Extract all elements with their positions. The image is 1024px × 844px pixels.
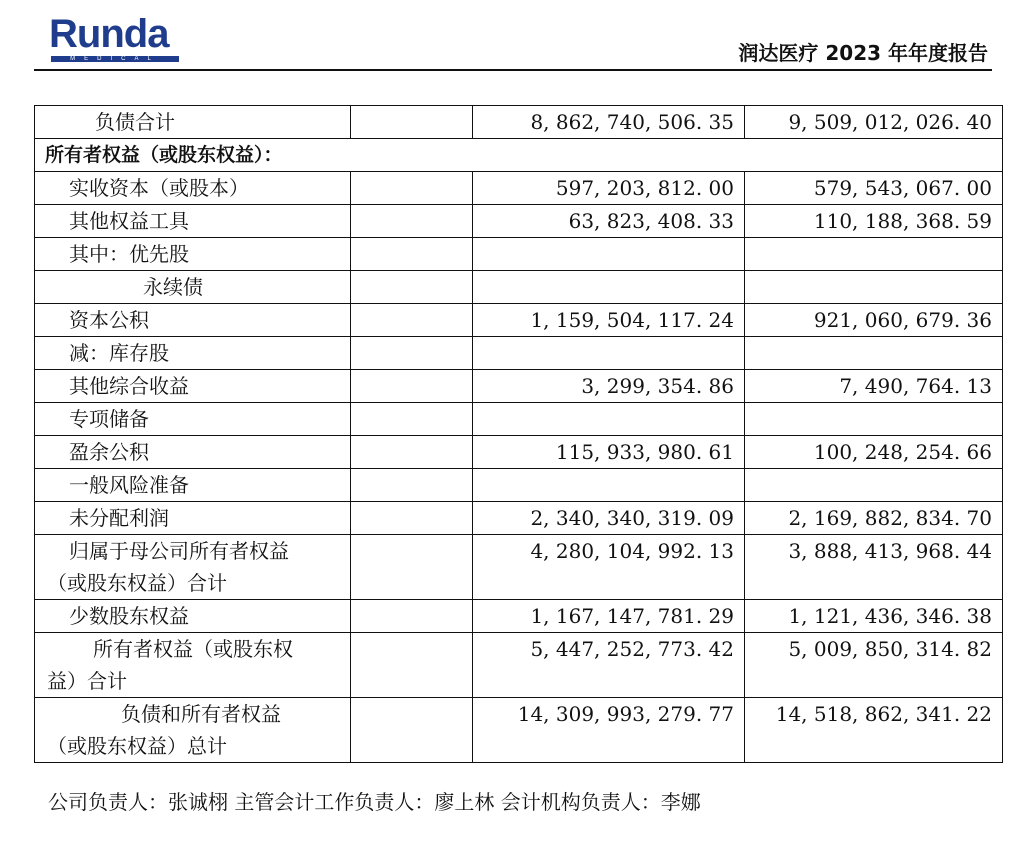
header-divider bbox=[34, 69, 992, 71]
row-note bbox=[351, 633, 473, 698]
table-row bbox=[35, 238, 1003, 271]
table-row bbox=[35, 304, 1003, 337]
row-previous-amount: 2, 169, 882, 834. 70 bbox=[745, 502, 1003, 535]
table-row bbox=[35, 502, 1003, 535]
row-note bbox=[351, 698, 473, 763]
row-current-amount: 5, 447, 252, 773. 42 bbox=[473, 633, 745, 698]
row-previous-amount bbox=[745, 403, 1003, 436]
row-label: 负债合计 bbox=[35, 106, 351, 139]
row-current-amount: 14, 309, 993, 279. 77 bbox=[473, 698, 745, 763]
row-previous-amount: 1, 121, 436, 346. 38 bbox=[745, 600, 1003, 633]
row-label: 其他权益工具 bbox=[35, 205, 351, 238]
row-previous-amount: 110, 188, 368. 59 bbox=[745, 205, 1003, 238]
row-current-amount: 1, 159, 504, 117. 24 bbox=[473, 304, 745, 337]
report-title: 润达医疗 2023 年年度报告 bbox=[738, 41, 988, 65]
row-current-amount: 1, 167, 147, 781. 29 bbox=[473, 600, 745, 633]
row-label: 实收资本（或股本） bbox=[35, 172, 351, 205]
runda-logo bbox=[49, 12, 182, 62]
row-label bbox=[35, 535, 351, 600]
row-note bbox=[351, 205, 473, 238]
table-row bbox=[35, 370, 1003, 403]
row-note bbox=[351, 304, 473, 337]
row-current-amount: 597, 203, 812. 00 bbox=[473, 172, 745, 205]
row-previous-amount bbox=[745, 337, 1003, 370]
row-current-amount: 3, 299, 354. 86 bbox=[473, 370, 745, 403]
row-label-line: 归属于母公司所有者权益 bbox=[69, 539, 289, 563]
row-label-line: （或股东权益）总计 bbox=[47, 734, 227, 758]
row-previous-amount: 14, 518, 862, 341. 22 bbox=[745, 698, 1003, 763]
row-previous-amount: 5, 009, 850, 314. 82 bbox=[745, 633, 1003, 698]
row-label bbox=[35, 698, 351, 763]
row-note bbox=[351, 271, 473, 304]
row-current-amount: 2, 340, 340, 319. 09 bbox=[473, 502, 745, 535]
row-label-line: （或股东权益）合计 bbox=[47, 571, 227, 595]
table-row bbox=[35, 106, 1003, 139]
row-previous-amount: 9, 509, 012, 026. 40 bbox=[745, 106, 1003, 139]
row-current-amount bbox=[473, 403, 745, 436]
row-current-amount bbox=[473, 337, 745, 370]
row-label: 盈余公积 bbox=[35, 436, 351, 469]
row-previous-amount: 7, 490, 764. 13 bbox=[745, 370, 1003, 403]
table-row bbox=[35, 172, 1003, 205]
row-previous-amount: 921, 060, 679. 36 bbox=[745, 304, 1003, 337]
row-note bbox=[351, 403, 473, 436]
row-note bbox=[351, 106, 473, 139]
row-label: 资本公积 bbox=[35, 304, 351, 337]
table-row bbox=[35, 535, 1003, 600]
row-previous-amount bbox=[745, 238, 1003, 271]
section-heading: 所有者权益（或股东权益）： bbox=[35, 139, 1003, 172]
row-label: 一般风险准备 bbox=[35, 469, 351, 502]
row-current-amount: 8, 862, 740, 506. 35 bbox=[473, 106, 745, 139]
row-previous-amount: 579, 543, 067. 00 bbox=[745, 172, 1003, 205]
signatories-footer: 公司负责人：张诚栩 主管会计工作负责人：廖上林 会计机构负责人：李娜 bbox=[48, 790, 701, 814]
row-note bbox=[351, 370, 473, 403]
row-label: 其中：优先股 bbox=[35, 238, 351, 271]
row-previous-amount: 3, 888, 413, 968. 44 bbox=[745, 535, 1003, 600]
row-current-amount bbox=[473, 469, 745, 502]
row-label-line: 负债和所有者权益 bbox=[121, 702, 281, 726]
row-note bbox=[351, 436, 473, 469]
table-row bbox=[35, 436, 1003, 469]
logo-subtext: MEDICAL bbox=[70, 56, 160, 62]
table-row bbox=[35, 633, 1003, 698]
row-label: 少数股东权益 bbox=[35, 600, 351, 633]
row-label bbox=[35, 633, 351, 698]
row-label: 专项储备 bbox=[35, 403, 351, 436]
row-label: 其他综合收益 bbox=[35, 370, 351, 403]
table-row bbox=[35, 271, 1003, 304]
row-previous-amount: 100, 248, 254. 66 bbox=[745, 436, 1003, 469]
row-current-amount: 4, 280, 104, 992. 13 bbox=[473, 535, 745, 600]
row-current-amount: 63, 823, 408. 33 bbox=[473, 205, 745, 238]
row-current-amount bbox=[473, 271, 745, 304]
table-row bbox=[35, 469, 1003, 502]
row-note bbox=[351, 535, 473, 600]
table-row bbox=[35, 403, 1003, 436]
table-row bbox=[35, 600, 1003, 633]
table-section-row bbox=[35, 139, 1003, 172]
balance-sheet-table bbox=[34, 105, 1003, 763]
row-note bbox=[351, 172, 473, 205]
row-previous-amount bbox=[745, 469, 1003, 502]
row-label-line: 所有者权益（或股东权 bbox=[93, 637, 293, 661]
logo-wordmark: Runda bbox=[49, 12, 169, 56]
row-label: 永续债 bbox=[35, 271, 351, 304]
row-note bbox=[351, 469, 473, 502]
page-header bbox=[0, 0, 1024, 72]
row-label: 减：库存股 bbox=[35, 337, 351, 370]
row-note bbox=[351, 238, 473, 271]
row-previous-amount bbox=[745, 271, 1003, 304]
row-current-amount: 115, 933, 980. 61 bbox=[473, 436, 745, 469]
row-note bbox=[351, 600, 473, 633]
row-label: 未分配利润 bbox=[35, 502, 351, 535]
table-row bbox=[35, 337, 1003, 370]
table-row bbox=[35, 205, 1003, 238]
row-note bbox=[351, 502, 473, 535]
row-label-line: 益）合计 bbox=[47, 669, 127, 693]
row-note bbox=[351, 337, 473, 370]
row-current-amount bbox=[473, 238, 745, 271]
table-row bbox=[35, 698, 1003, 763]
